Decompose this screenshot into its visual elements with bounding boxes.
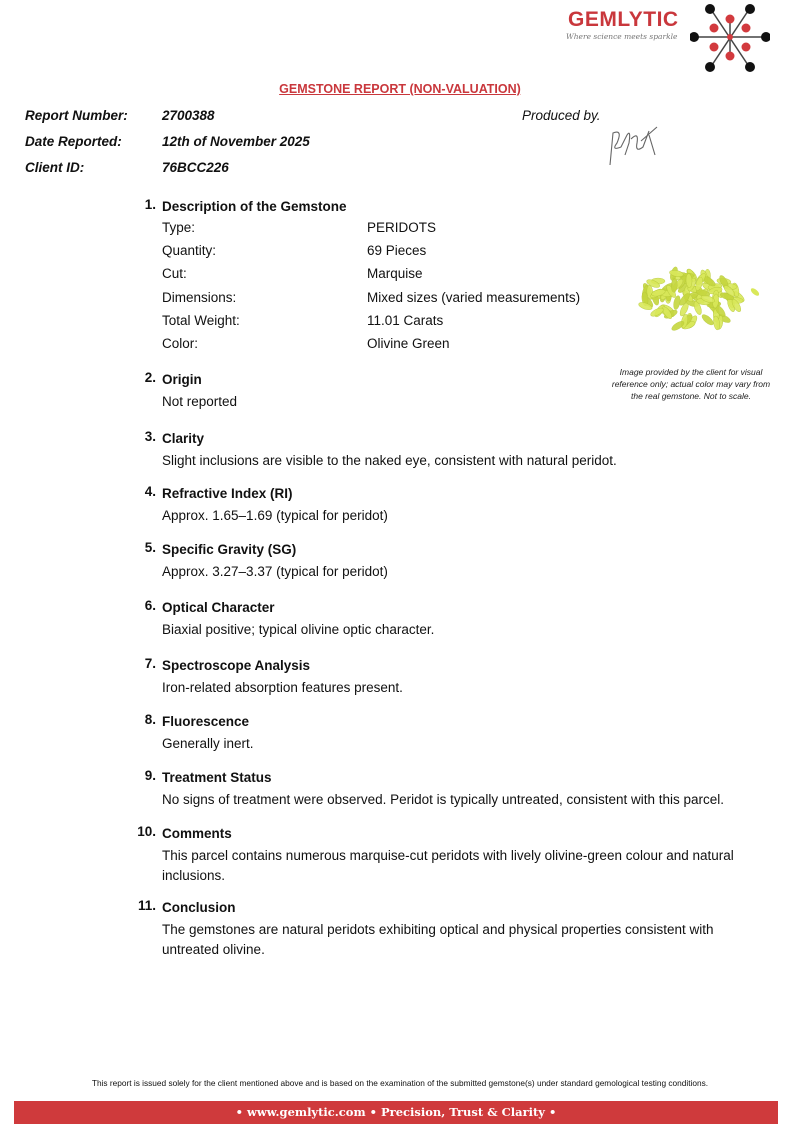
section-number: 8. (144, 712, 156, 727)
section-title: Description of the Gemstone (162, 199, 347, 214)
gem (750, 287, 761, 297)
section-refractive-index-ri (130, 484, 770, 526)
section-body: Iron-related absorption features present. (162, 680, 403, 695)
produced-by-label: Produced by. (522, 108, 601, 123)
section-treatment-status (130, 768, 770, 810)
section-spectroscope-analysis (130, 656, 770, 698)
desc-row-color (162, 336, 450, 351)
section-number: 10. (137, 824, 156, 839)
image-caption: Image provided by the client for visual reference only; actual color may vary from the real gemstone. Not to scale. (611, 367, 771, 401)
desc-value: Mixed sizes (varied measurements) (367, 290, 581, 305)
section-clarity (130, 429, 770, 471)
section-number: 1. (144, 197, 156, 212)
section-number: 11. (137, 898, 156, 913)
section-title: Spectroscope Analysis (162, 658, 311, 673)
desc-label: Dimensions: (162, 290, 237, 305)
client-id-value: 76BCC226 (162, 160, 229, 175)
section-title: Refractive Index (RI) (162, 486, 293, 501)
section-body: No signs of treatment were observed. Peridot is typically untreated, consistent with this parcel. (162, 792, 725, 807)
logo-wordmark: GEMLYTIC (568, 8, 679, 31)
section-number: 7. (144, 656, 156, 671)
section-body: Approx. 3.27–3.37 (typical for peridot) (162, 564, 388, 579)
section-optical-character (130, 598, 770, 640)
section-body: Slight inclusions are visible to the naked eye, consistent with natural peridot. (162, 453, 617, 468)
section-number: 4. (144, 484, 156, 499)
section-title: Optical Character (162, 600, 275, 615)
section-body: The gemstones are natural peridots exhibiting optical and physical properties consistent with untreated olivine. (162, 922, 714, 957)
section-comments (130, 824, 770, 886)
date-reported-label: Date Reported: (25, 134, 122, 149)
desc-row-type (162, 220, 437, 235)
section-title: Fluorescence (162, 714, 250, 729)
desc-value: 11.01 Carats (367, 313, 444, 328)
desc-row-quantity (162, 243, 427, 258)
section-specific-gravity-sg (130, 540, 770, 582)
section-title: Conclusion (162, 900, 236, 915)
gemstone-image (625, 262, 765, 337)
section-number: 9. (144, 768, 156, 783)
section-body: This parcel contains numerous marquise-cut peridots with lively olivine-green colour and natural inclusions. (162, 848, 734, 883)
desc-label: Type: (162, 220, 196, 235)
section-number: 5. (144, 540, 156, 555)
section-description (130, 197, 770, 217)
desc-value: PERIDOTS (367, 220, 437, 235)
section-origin (130, 370, 770, 412)
desc-value: Marquise (367, 266, 423, 281)
desc-value: 69 Pieces (367, 243, 427, 258)
section-title: Treatment Status (162, 770, 272, 785)
section-title: Origin (162, 372, 202, 387)
report-number-value: 2700388 (162, 108, 215, 123)
gem (686, 273, 693, 287)
section-conclusion (130, 898, 770, 960)
desc-row-dimensions (162, 290, 581, 305)
desc-label: Color: (162, 336, 199, 351)
section-number: 6. (144, 598, 156, 613)
section-body: Approx. 1.65–1.69 (typical for peridot) (162, 508, 388, 523)
section-body: Not reported (162, 394, 238, 409)
desc-row-weight (162, 313, 444, 328)
footer-banner: • www.gemlytic.com • Precision, Trust & Clarity • (14, 1101, 778, 1124)
section-body: Generally inert. (162, 736, 254, 751)
section-title: Comments (162, 826, 232, 841)
section-body: Biaxial positive; typical olivine optic character. (162, 622, 435, 637)
section-number: 3. (144, 429, 156, 444)
logo-tagline: Where science meets sparkle (566, 32, 678, 41)
report-number-label: Report Number: (25, 108, 128, 123)
disclaimer: This report is issued solely for the client mentioned above and is based on the examination of the submitted gemstone(s) under standard gemological testing conditions. (91, 1078, 709, 1088)
desc-label: Cut: (162, 266, 187, 281)
desc-label: Total Weight: (162, 313, 240, 328)
section-number: 2. (144, 370, 156, 385)
logo-icon (690, 2, 770, 74)
signature (605, 125, 660, 170)
date-reported-value: 12th of November 2025 (162, 134, 310, 149)
desc-value: Olivine Green (367, 336, 450, 351)
report-title: GEMSTONE REPORT (NON-VALUATION) (279, 82, 521, 96)
section-title: Clarity (162, 431, 205, 446)
section-fluorescence (130, 712, 770, 754)
section-title: Specific Gravity (SG) (162, 542, 297, 557)
gem (700, 313, 715, 327)
client-id-label: Client ID: (25, 160, 85, 175)
desc-row-cut (162, 266, 423, 281)
desc-label: Quantity: (162, 243, 217, 258)
